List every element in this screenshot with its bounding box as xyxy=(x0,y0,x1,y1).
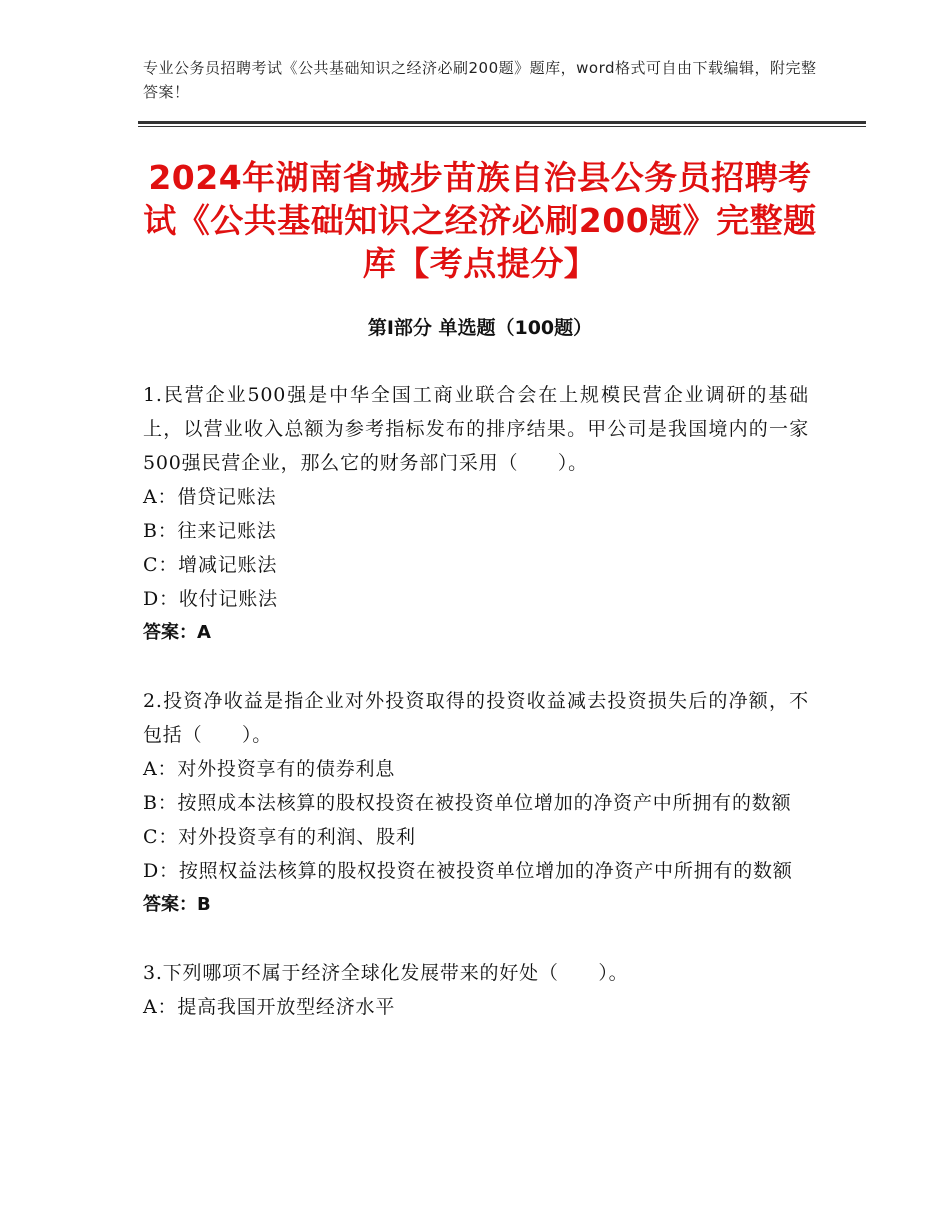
option-a: A：提高我国开放型经济水平 xyxy=(143,996,396,1018)
option-d: D：按照权益法核算的股权投资在被投资单位增加的净资产中所拥有的数额 xyxy=(143,860,793,882)
option-c: C：对外投资享有的利润、股利 xyxy=(143,826,416,848)
answer-line: 答案：B xyxy=(143,894,211,915)
answer-line: 答案：A xyxy=(143,622,211,643)
question-list xyxy=(143,378,809,1058)
option-d: D：收付记账法 xyxy=(143,588,278,610)
header-note: 专业公务员招聘考试《公共基础知识之经济必刷200题》题库，word格式可自由下载编辑，附完整答案！ xyxy=(143,59,817,101)
question-item xyxy=(143,684,809,922)
option-a: A：对外投资享有的债券利息 xyxy=(143,758,396,780)
question-item xyxy=(143,956,809,1024)
section-title: 第Ⅰ部分 单选题（100题） xyxy=(367,317,593,339)
document-title: 2024年湖南省城步苗族自治县公务员招聘考试《公共基础知识之经济必刷200题》完整题库【考点提分】 xyxy=(143,158,817,283)
option-b: B：按照成本法核算的股权投资在被投资单位增加的净资产中所拥有的数额 xyxy=(143,792,792,814)
question-stem: 2.投资净收益是指企业对外投资取得的投资收益减去投资损失后的净额，不包括（ ）。 xyxy=(143,690,809,746)
question-stem: 3.下列哪项不属于经济全球化发展带来的好处（ ）。 xyxy=(143,962,629,984)
question-stem: 1.民营企业500强是中华全国工商业联合会在上规模民营企业调研的基础上，以营业收入总额为参考指标发布的排序结果。甲公司是我国境内的一家500强民营企业，那么它的财务部门采用（ ）。 xyxy=(143,384,809,474)
option-b: B：往来记账法 xyxy=(143,520,277,542)
header-divider-thick xyxy=(138,121,866,124)
option-a: A：借贷记账法 xyxy=(143,486,277,508)
option-c: C：增减记账法 xyxy=(143,554,278,576)
question-item xyxy=(143,378,809,650)
header-divider-thin xyxy=(138,126,866,127)
